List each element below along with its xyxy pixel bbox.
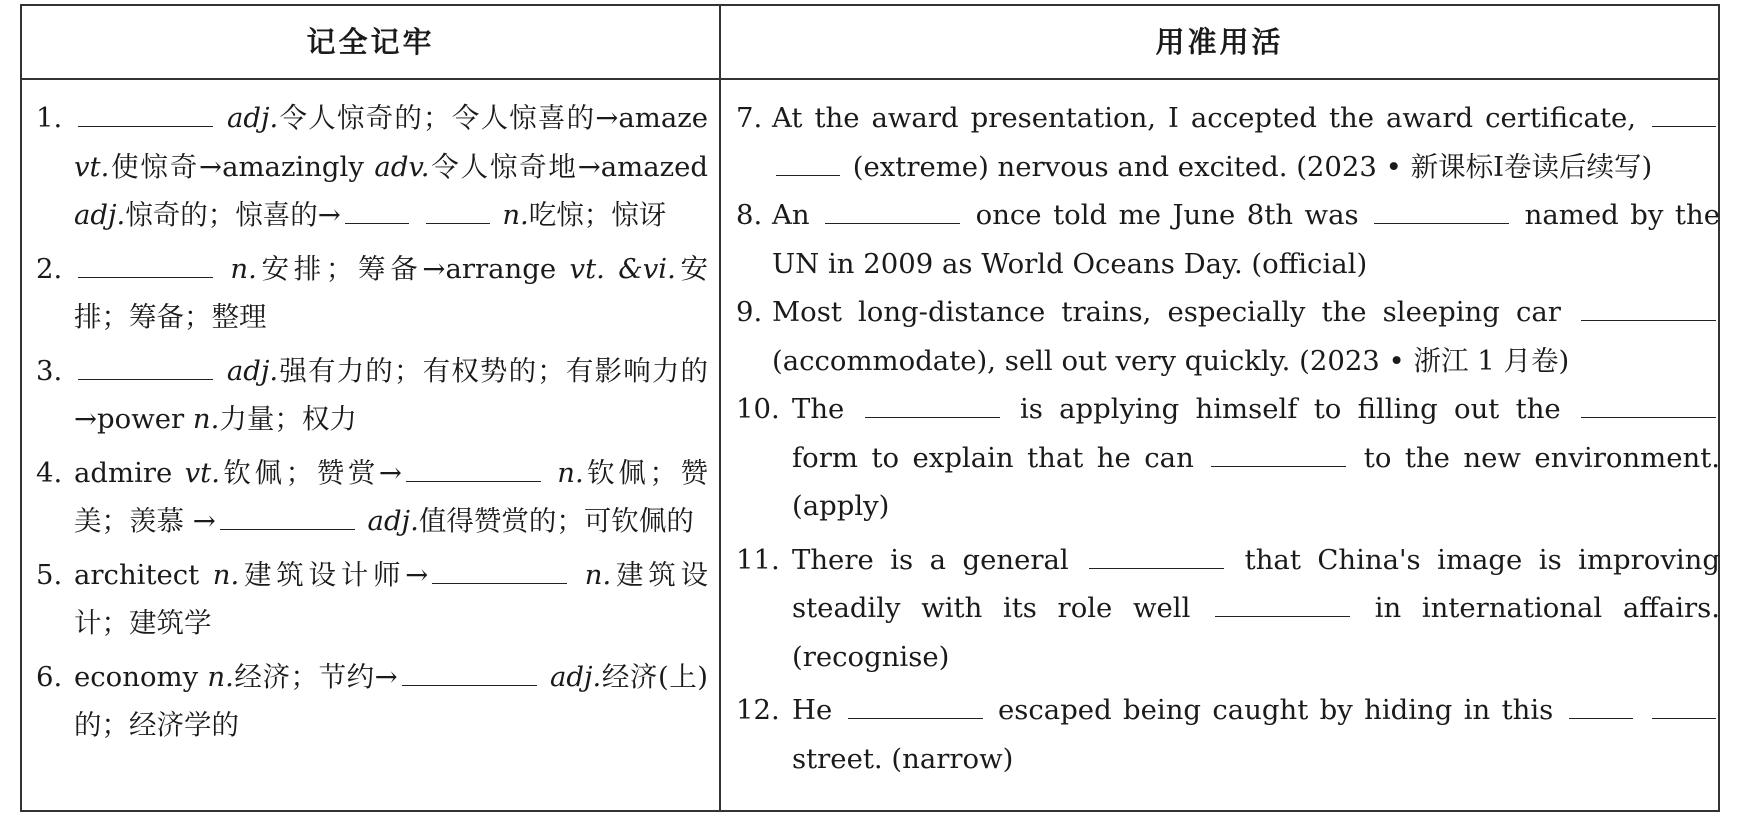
- answer-blank[interactable]: [1581, 290, 1716, 321]
- column-divider: [719, 6, 721, 810]
- right-column-header: 用准用活: [1155, 25, 1284, 59]
- answer-blank[interactable]: [406, 451, 541, 482]
- list-item: 9. Most long-distance trains, especially the sleeping car (accommodate), sell out very quickly. (2023 • 浙江 1 月卷): [736, 288, 1720, 385]
- answer-blank[interactable]: [1374, 193, 1509, 224]
- answer-blank[interactable]: [1581, 387, 1716, 418]
- answer-blank[interactable]: [78, 96, 213, 127]
- answer-blank[interactable]: [776, 145, 840, 176]
- list-item: 7. At the award presentation, I accepted the award certificate, (extreme) nervous and excited. (2023 • 新课标Ⅰ卷读后续写): [736, 94, 1720, 191]
- left-column: [36, 94, 708, 750]
- answer-blank[interactable]: [1211, 436, 1346, 467]
- answer-blank[interactable]: [1652, 96, 1716, 127]
- list-item: 11. There is a general that China's image is improving steadily with its role well in international affairs. (recognise): [736, 536, 1720, 682]
- left-column-header: 记全记牢: [306, 25, 435, 59]
- list-item: 5. architect n.建筑设计师→ n.建筑设计；建筑学: [36, 551, 708, 648]
- answer-blank[interactable]: [220, 499, 355, 530]
- right-column: [736, 94, 1720, 783]
- list-item: 10. The is applying himself to filling out the form to explain that he can to the new environment. (apply): [736, 385, 1720, 531]
- answer-blank[interactable]: [825, 193, 960, 224]
- list-item: 6. economy n.经济；节约→ adj.经济(上)的；经济学的: [36, 653, 708, 750]
- answer-blank[interactable]: [78, 349, 213, 380]
- list-item: 1. adj.令人惊奇的；令人惊喜的→amaze vt.使惊奇→amazingly adv.令人惊奇地→amazed adj.惊奇的；惊喜的→ n.吃惊；惊讶: [36, 94, 708, 240]
- header-divider: [22, 78, 1718, 80]
- answer-blank[interactable]: [848, 688, 983, 719]
- answer-blank[interactable]: [1652, 688, 1716, 719]
- list-item: 12. He escaped being caught by hiding in this street. (narrow): [736, 686, 1720, 783]
- answer-blank[interactable]: [432, 553, 567, 584]
- list-item: 3. adj.强有力的；有权势的；有影响力的→power n.力量；权力: [36, 347, 708, 444]
- list-item: 4. admire vt.钦佩；赞赏→ n.钦佩；赞美；羡慕 → adj.值得赞赏的；可钦佩的: [36, 449, 708, 546]
- answer-blank[interactable]: [1215, 586, 1350, 617]
- answer-blank[interactable]: [865, 387, 1000, 418]
- answer-blank[interactable]: [1569, 688, 1633, 719]
- answer-blank[interactable]: [1089, 538, 1224, 569]
- list-item: 8. An once told me June 8th was named by the UN in 2009 as World Oceans Day. (official): [736, 191, 1720, 288]
- answer-blank[interactable]: [345, 193, 409, 224]
- answer-blank[interactable]: [402, 655, 537, 686]
- list-item: 2. n.安排；筹备→arrange vt. &vi.安排；筹备；整理: [36, 245, 708, 342]
- answer-blank[interactable]: [426, 193, 490, 224]
- vocabulary-table: [20, 4, 1720, 812]
- answer-blank[interactable]: [78, 247, 213, 278]
